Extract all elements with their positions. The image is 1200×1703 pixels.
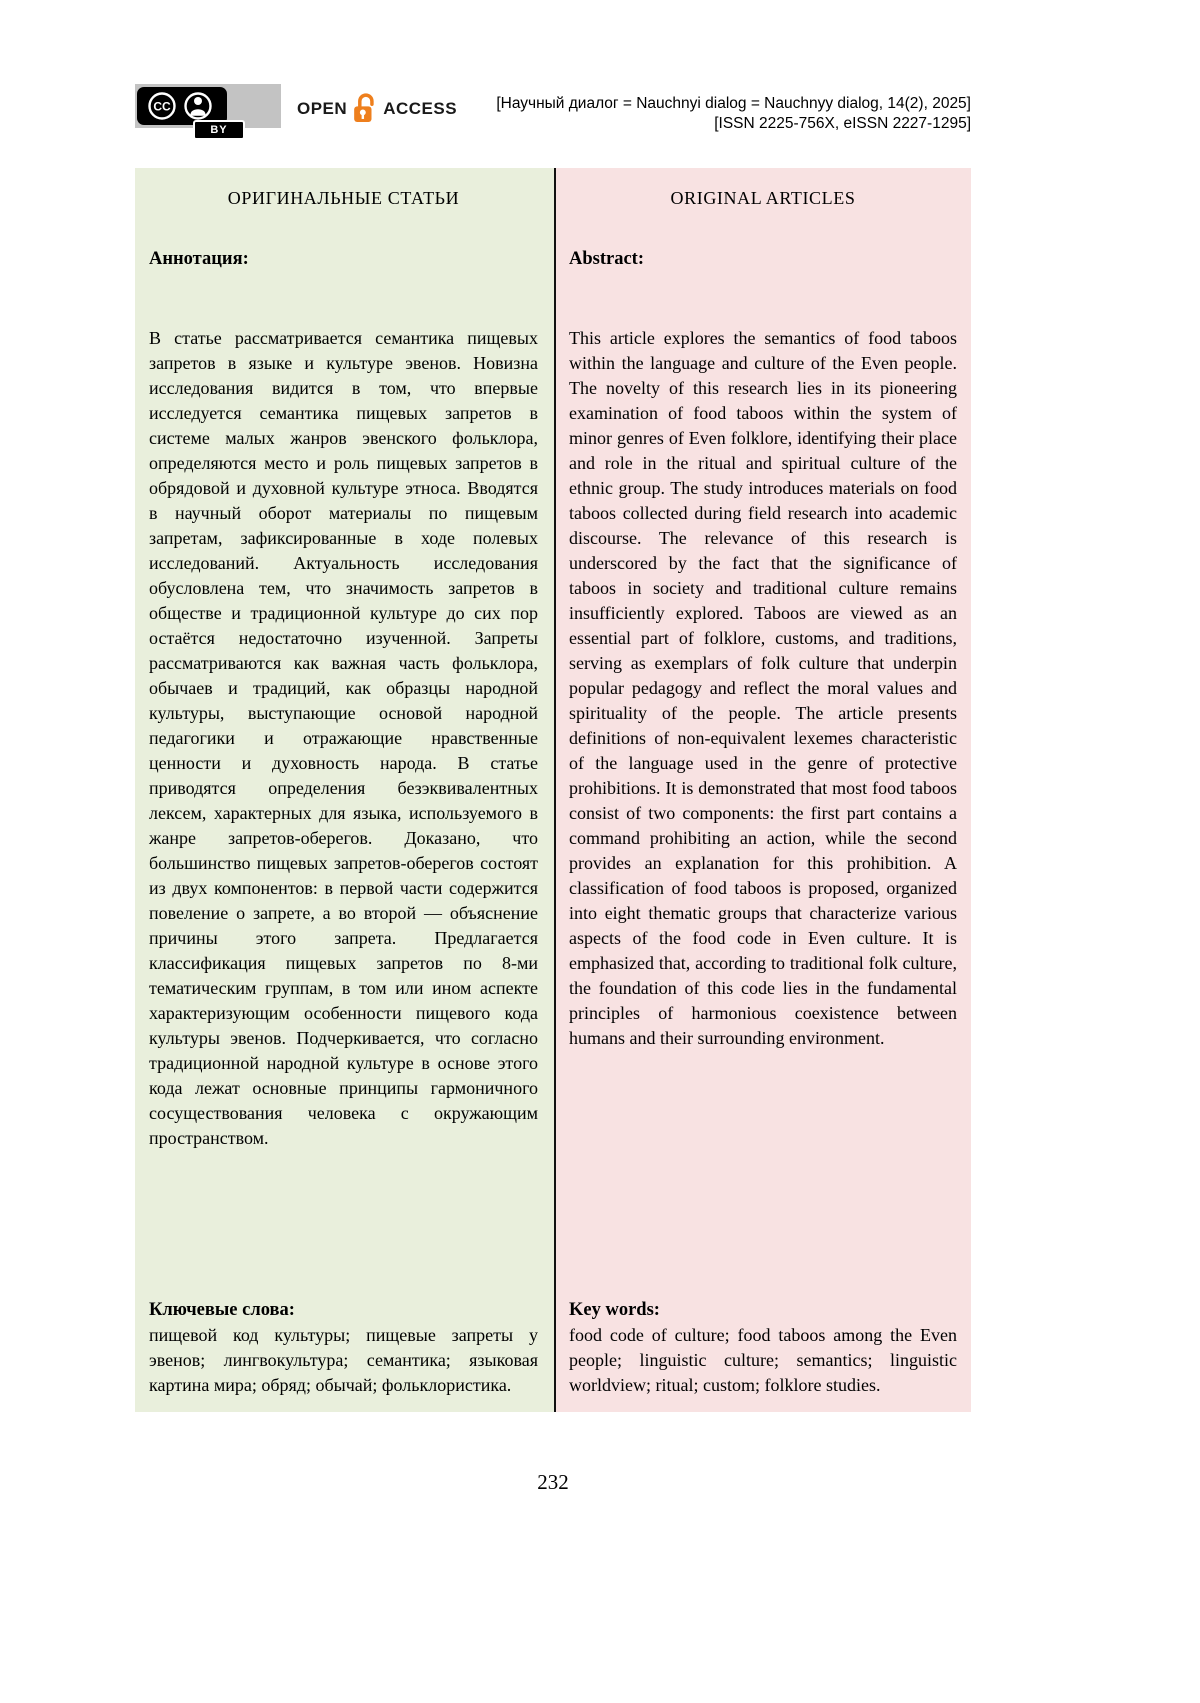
svg-text:CC: CC: [153, 99, 171, 114]
open-lock-icon: [352, 92, 378, 126]
keywords-label-russian: Ключевые слова:: [149, 1300, 295, 1320]
section-title-english: ORIGINAL ARTICLES: [670, 188, 856, 208]
cc-by-label: BY: [193, 120, 245, 140]
russian-abstract-column: [135, 168, 554, 1412]
section-title-russian: ОРИГИНАЛЬНЫЕ СТАТЬИ: [227, 188, 460, 208]
license-badges: [135, 84, 457, 136]
open-access-access-label: ACCESS: [383, 99, 458, 118]
citation-line-2: [ISSN 2225-756X, eISSN 2227-1295]: [714, 115, 971, 132]
keywords-block-english: [569, 1280, 957, 1398]
abstract-label-english: Abstract:: [569, 249, 645, 269]
cc-by-badge: [135, 84, 281, 136]
abstract-columns: [135, 168, 971, 1412]
page-header: [135, 84, 971, 136]
keywords-block-russian: [149, 1280, 538, 1398]
abstract-text-english: This article explores the semantics of food taboos within the language and culture of the Even people. The novelty of this research lies in its pioneering examination of food taboos within the system of minor genres of Even folklore, identifying their place and role in the ritual and spiritual culture of the ethnic group. The study introduces materials on food taboos collected during field research into academic discourse. The relevance of this research is underscored by the fact that the significance of taboos in society and traditional culture remains insufficiently explored. Taboos are viewed as an essential part of folklore, customs, and traditions, serving as exemplars of folk culture that underpin popular pedagogy and reflect the moral values and spirituality of the people. The article presents definitions of non-equivalent lexemes characteristic of the language used in the genre of protective prohibitions. It is demonstrated that most food taboos consist of two components: the first part contains a command prohibiting an action, while the second provides an explanation for this prohibition. A classification of food taboos is proposed, organized into eight thematic groups that characterize various aspects of the food code in Even culture. It is emphasized that, according to traditional folk culture, the foundation of this code lies in the fundamental principles of harmonious coexistence between humans and their surrounding environment.: [569, 328, 957, 1048]
abstract-label-russian: Аннотация:: [149, 249, 249, 269]
keywords-text-russian: пищевой код культуры; пищевые запреты у эвенов; лингвокультура; семантика; языковая картина мира; обряд; обычай; фольклористика.: [149, 1325, 538, 1395]
open-access-open-label: OPEN: [297, 99, 348, 118]
keywords-label-english: Key words:: [569, 1300, 660, 1320]
english-abstract-column: [556, 168, 971, 1412]
page-footer: [135, 1470, 971, 1495]
keywords-text-english: food code of culture; food taboos among the Even people; linguistic culture; semantics; linguistic worldview; ritual; custom; folklore studies.: [569, 1325, 957, 1395]
citation-line-1: [Научный диалог = Nauchnyi dialog = Nauchnyy dialog, 14(2), 2025]: [496, 95, 971, 112]
abstract-text-russian: В статье рассматривается семантика пищевых запретов в языке и культуре эвенов. Новизна исследования видится в том, что впервые исследуется семантика пищевых запретов в системе малых жанров эвенского фольклора, определяются место и роль пищевых запретов в обрядовой и духовной культуре этноса. Вводятся в научный оборот материалы по пищевым запретам, зафиксированные в ходе полевых исследований. Актуальность исследования обусловлена тем, что значимость запретов в обществе и традиционной культуре до сих пор остаётся недостаточно изученной. Запреты рассматриваются как важная часть фольклора, обычаев и традиций, как образцы народной культуры, выступающие основой народной педагогики и отражающие нравственные ценности и духовность народа. В статье приводятся определения безэквивалентных лексем, характерных для языка, используемого в жанре запретов-оберегов. Доказано, что большинство пищевых запретов-оберегов состоят из двух компонентов: в первой части содержится повеление о запрете, а во второй — объяснение причины этого запрета. Предлагается классификация пищевых запретов по 8-ми тематическим группам, в том или ином аспекте характеризующим особенности пищевого кода культуры эвенов. Подчеркивается, что согласно традиционной народной культуре в основе этого кода лежат основные принципы гармоничного сосуществования человека с окружающим пространством.: [149, 328, 538, 1148]
page-number: 232: [537, 1470, 569, 1494]
journal-citation: [496, 94, 971, 134]
open-access-logo: [297, 92, 457, 126]
